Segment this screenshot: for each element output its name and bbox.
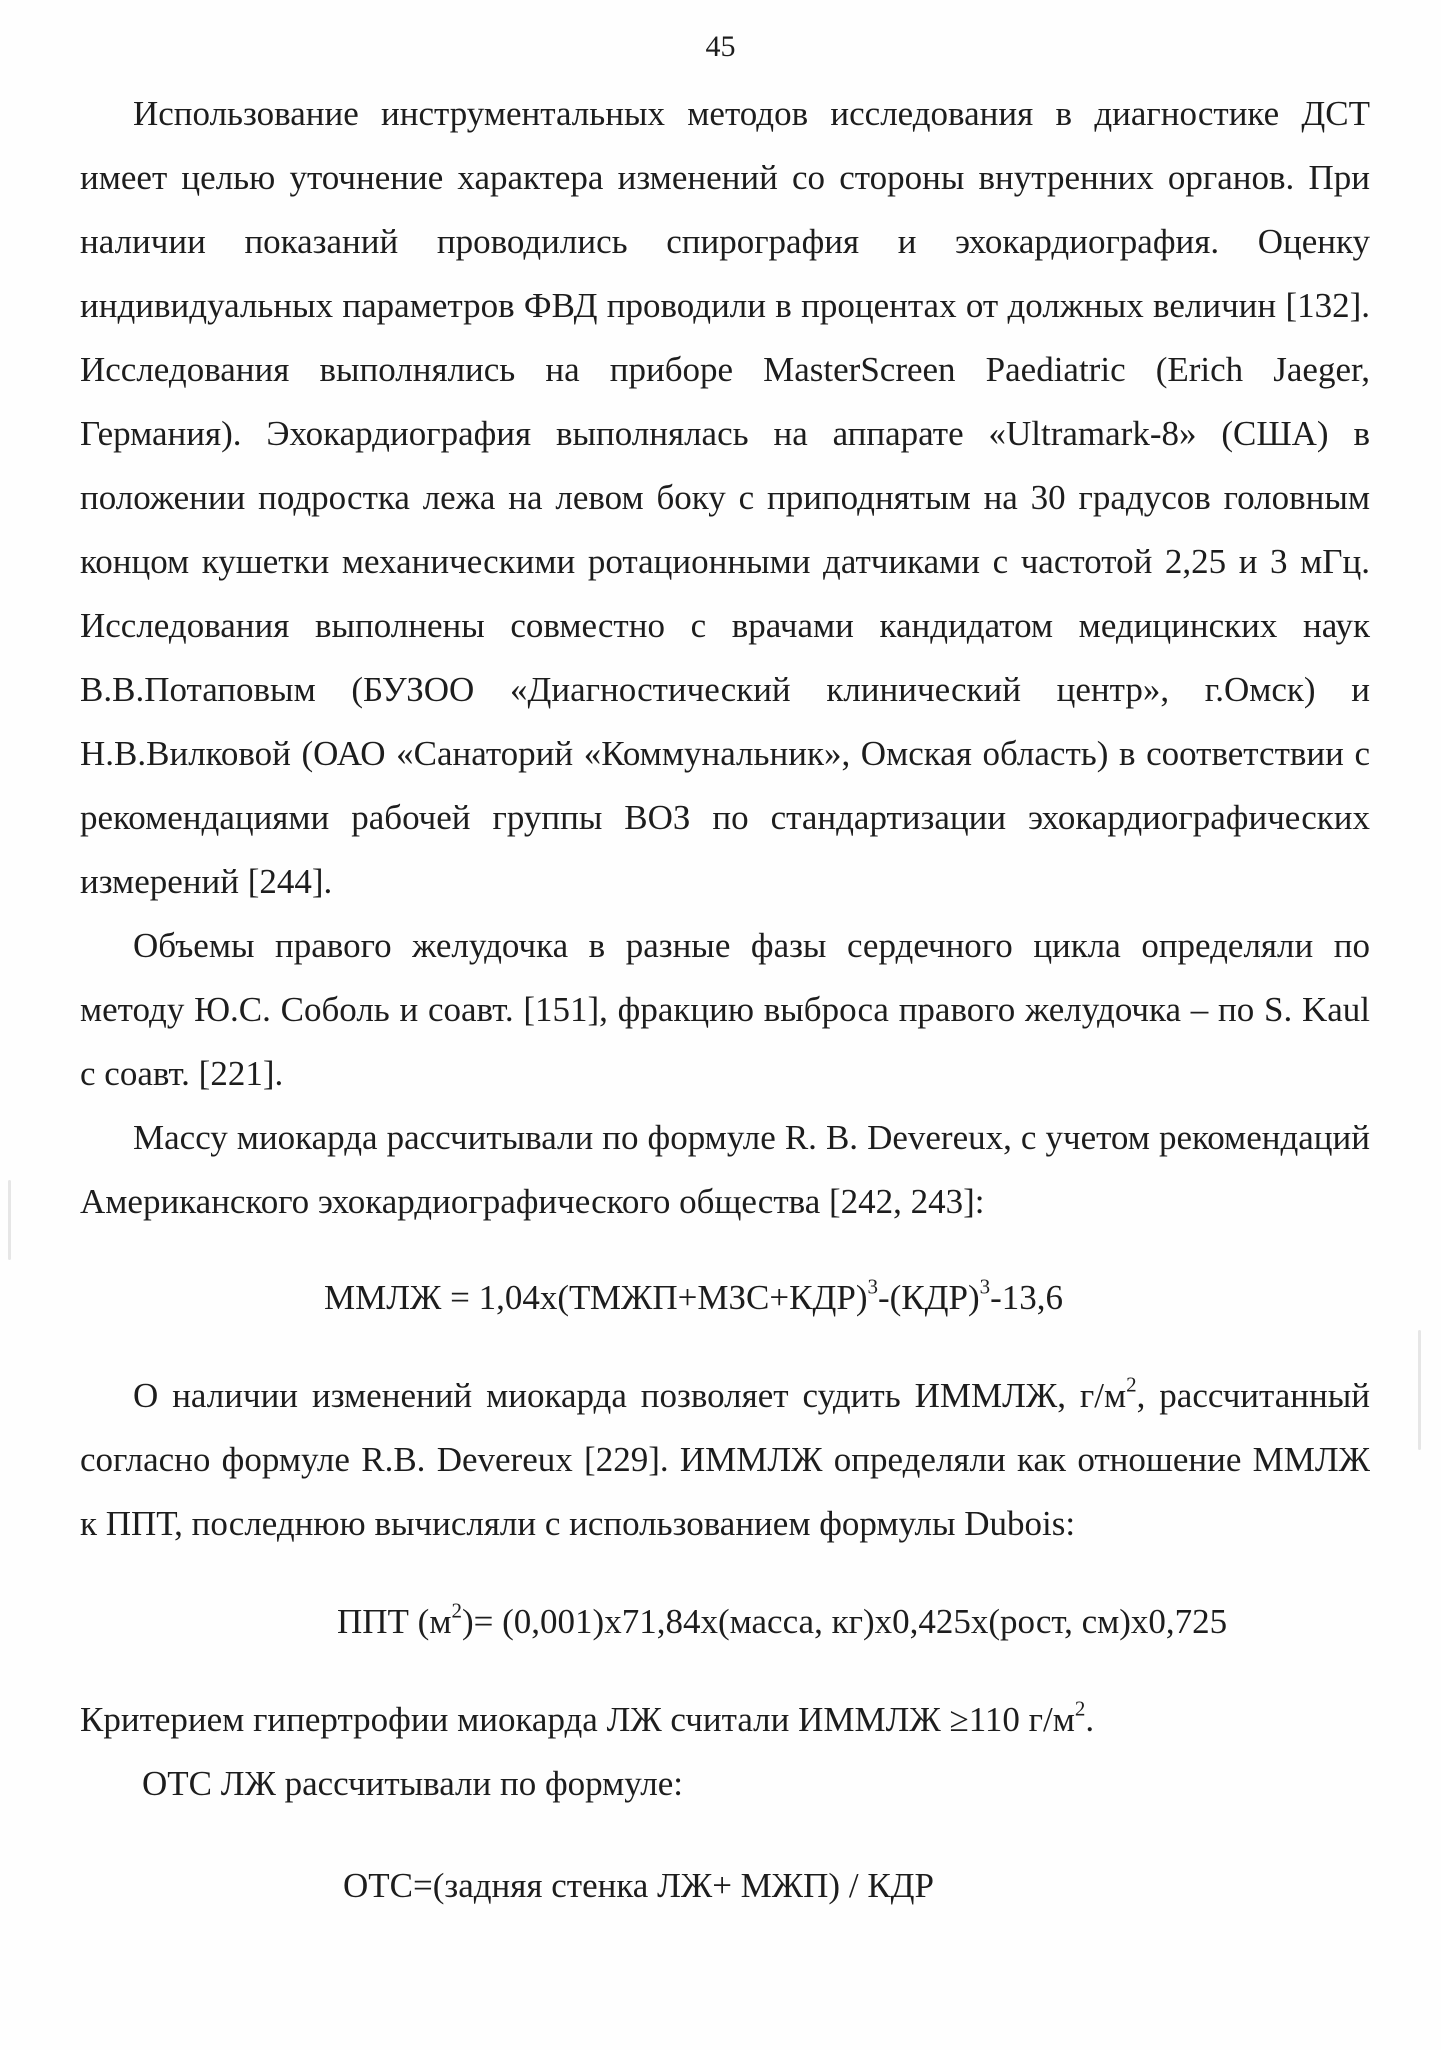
formula-mmlzh-part1: ММЛЖ = 1,04х(ТМЖП+МЗС+КДР) [324, 1278, 868, 1317]
formula-ppt-sup: 2 [451, 1598, 462, 1623]
paragraph-immlzh-part1: О наличии изменений миокарда позволяет судить ИММЛЖ, г/м [133, 1376, 1127, 1415]
formula-ppt-part1: ППТ (м [337, 1602, 452, 1641]
scan-artifact [1418, 1330, 1421, 1450]
paragraph-instrumental-methods: Использование инструментальных методов исследования в диагностике ДСТ имеет целью уточнение характера изменений со стороны внутренних органов. При наличии показаний проводились спирография и эхокардиография. Оценку индивидуальных параметров ФВД проводили в процентах от должных величин [132]. Исследования выполнялись на приборе MasterScreen Paediatric (Erich Jaeger, Германия). Эхокардиография выполнялась на аппарате «Ultramark-8» (США) в положении подростка лежа на левом боку с приподнятым на 30 градусов головным концом кушетки механическими ротационными датчиками с частотой 2,25 и 3 мГц. Исследования выполнены совместно с врачами кандидатом медицинских наук В.В.Потаповым (БУЗОО «Диагностический клинический центр», г.Омск) и Н.В.Вилковой (ОАО «Санаторий «Коммунальник», Омская область) в соответствии с рекомендациями рабочей группы ВОЗ по стандартизации эхокардиографических измерений [244]. [80, 94, 1370, 901]
formula-mmlzh-sup1: 3 [867, 1274, 878, 1299]
formula-mmlzh-part3: -13,6 [990, 1278, 1064, 1317]
paragraph-immlzh [80, 1364, 1370, 1556]
formula-otc: ОТС=(задняя стенка ЛЖ+ МЖП) / КДР [343, 1866, 935, 1905]
criterion-sup: 2 [1074, 1696, 1086, 1721]
paragraph-immlzh-sup: 2 [1126, 1372, 1137, 1397]
otc-intro: ОТС ЛЖ рассчитывали по формуле: [142, 1764, 683, 1803]
page-number: 45 [705, 30, 736, 63]
formula-mmlzh [80, 1266, 1370, 1330]
scan-artifact [8, 1180, 11, 1260]
formula-ppt-part2: )= (0,001)х71,84х(масса, кг)х0,425х(рост, см)х0,725 [462, 1602, 1228, 1641]
criterion-part1: Критерием гипертрофии миокарда ЛЖ считали ИММЛЖ ≥110 г/м [80, 1700, 1075, 1739]
body-text [80, 82, 1370, 1918]
paragraph-immlzh-part2: , рассчитанный согласно формуле R.B. Devereux [229]. ИММЛЖ определяли как отношение ММЛЖ к ППТ, последнюю вычисляли с использованием формулы Dubois: [80, 1376, 1370, 1543]
criterion-hypertrophy [80, 1688, 1370, 1752]
formula-mmlzh-sup2: 3 [979, 1274, 991, 1299]
formula-mmlzh-part2: -(КДР) [877, 1278, 980, 1317]
paragraph-myocardial-mass: Массу миокарда рассчитывали по формуле R. B. Devereux, с учетом рекомендаций Американского эхокардиографического общества [242, 243]: [80, 1118, 1370, 1221]
criterion-part2: . [1085, 1700, 1095, 1739]
paragraph-right-ventricle: Объемы правого желудочка в разные фазы сердечного цикла определяли по методу Ю.С. Соболь и соавт. [151], фракцию выброса правого желудочка – по S. Kaul с соавт. [221]. [80, 926, 1370, 1093]
formula-ppt [80, 1590, 1370, 1654]
